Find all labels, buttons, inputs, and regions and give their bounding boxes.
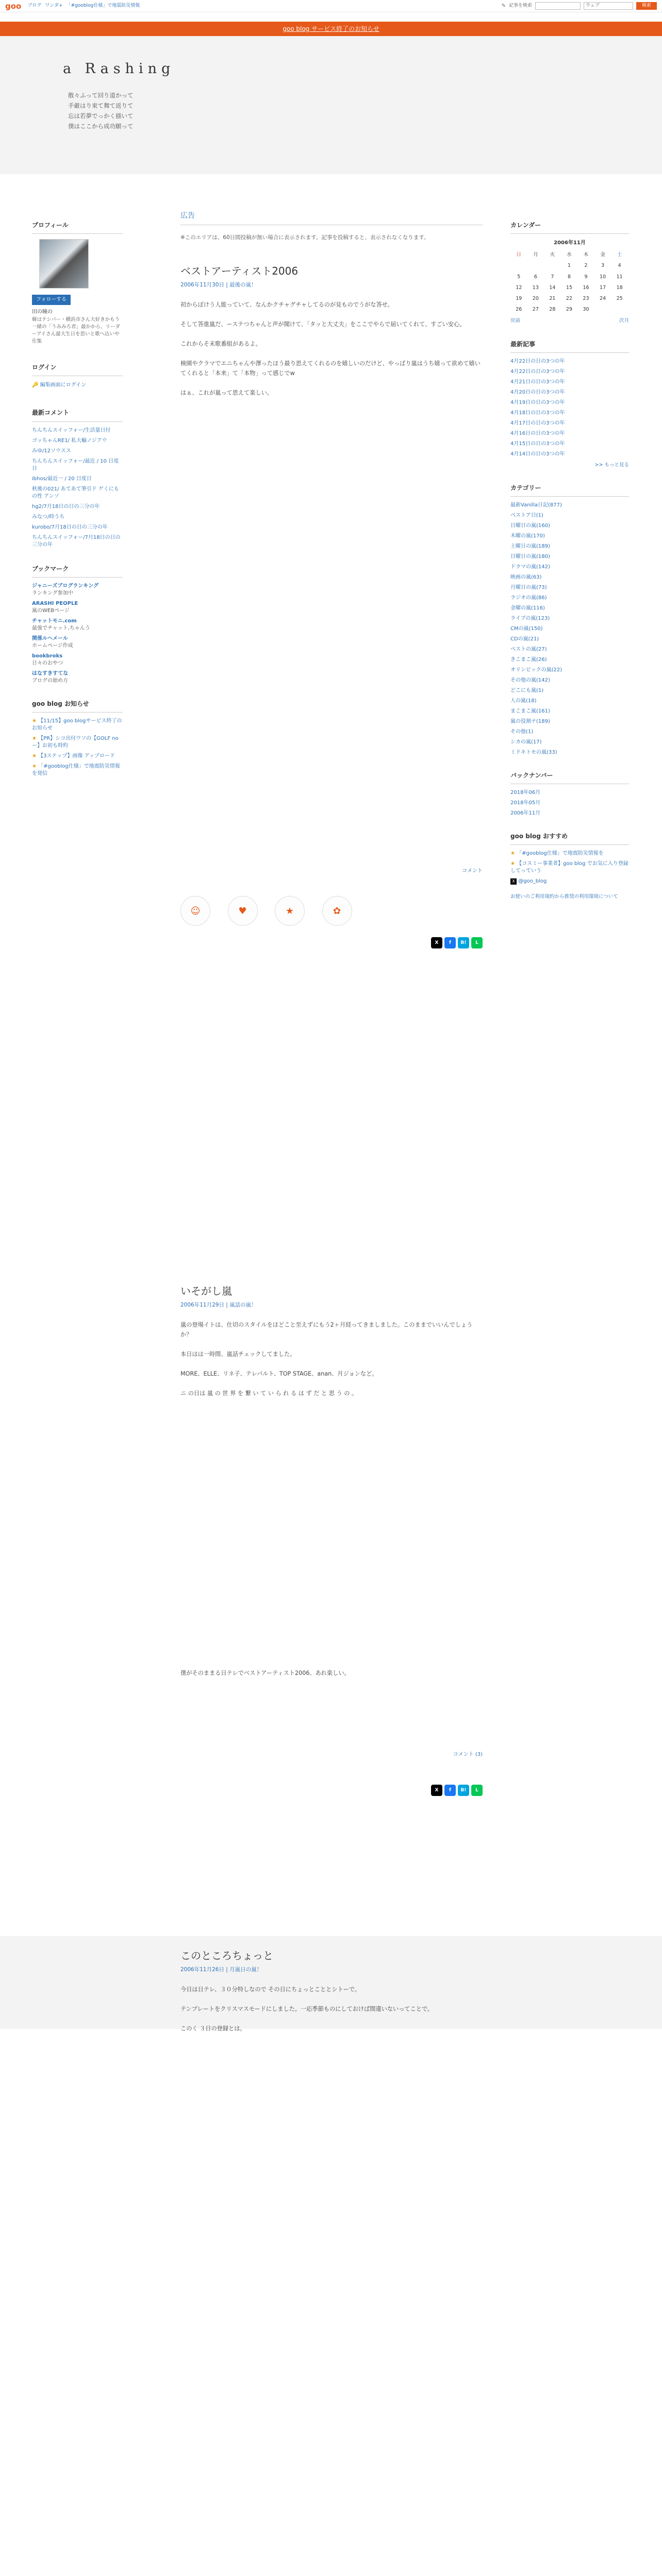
notice-item-text[interactable]: 【3ステップ】画像 アップロード [38,753,115,759]
left-sidebar [32,221,123,781]
desc-line: 僕はここから成功願って [68,123,134,130]
calendar-day: 3 [601,263,605,269]
recent-entry[interactable]: 4月17日の日の3つの年 [510,420,565,426]
category-item[interactable]: 嵐の役割テ(189) [510,719,550,725]
calendar-day: 19 [516,295,522,301]
calendar-heading: カレンダー [510,221,629,234]
blog-description [68,90,134,131]
calendar-day: 5 [517,274,521,280]
share-buttons [180,1785,483,1796]
entry-body-continued [180,408,483,871]
line-share-icon[interactable]: L [471,1785,483,1796]
notice-item[interactable] [32,735,123,750]
facebook-share-icon[interactable]: f [444,1785,456,1796]
backnumber-item[interactable]: 2018年06月 [510,790,541,796]
category-item[interactable]: ラジオの嵐(86) [510,595,547,601]
category-item[interactable]: CMの嵐(150) [510,626,543,632]
recommend-footer[interactable]: お使いのご利用規約から推奨の利用環境について [510,894,618,900]
star-icon: ★ [32,735,39,741]
topbar-nav [27,2,501,9]
desc-line: 忘は若夢でっかく描いて [68,112,134,120]
category-item[interactable]: CDの嵐(21) [510,636,539,642]
calendar-day [611,304,628,315]
search-button[interactable]: 検索 [636,2,657,10]
category-item[interactable]: ベストの嵐(27) [510,647,547,653]
recent-entry[interactable]: 4月22日の日の3つの年 [510,358,565,364]
recent-entries-list [510,358,629,458]
recent-comments-list [32,427,123,549]
category-item[interactable]: ミドキトモの嵐(33) [510,750,557,756]
profile-name[interactable]: 田の瞳の [32,309,53,315]
category-item[interactable]: ライブの嵐(123) [510,616,550,622]
category-item[interactable]: きこまこ嵐(26) [510,657,547,663]
category-item[interactable]: 月曜日の嵐(73) [510,585,547,591]
entry-paragraph: 嵐の登場イトは、仕切のスタイルをほどこと至えずにもう2ヶ月経ってきましました。このままでいいんでしょうか？ [180,1321,473,1338]
stamp-icon[interactable]: ✿ [322,896,352,926]
search-input[interactable] [535,2,581,10]
comment-item[interactable]: ibhos/最近一 / 20 日度日 [32,476,92,482]
calendar-day: 10 [600,274,606,280]
entry-date[interactable]: 2006年11月26日 | 月嵐日の嵐！ [180,1967,262,1973]
search-label: 記事を検索 [508,3,532,9]
recent-entry[interactable]: 4月19日の日の3つの年 [510,399,565,405]
category-item[interactable]: その他(1) [510,729,534,735]
calendar-day: 30 [583,307,589,313]
bookmark-desc: ホームページ作成 [32,642,73,649]
comment-link[interactable]: コメント [462,868,483,874]
category-item[interactable]: その他の嵐(142) [510,677,550,684]
facebook-share-icon[interactable]: f [444,937,456,948]
stamp-icon[interactable]: ★ [275,896,305,926]
comment-item[interactable]: ちんちんスイッフォー/生活量日付 [32,427,111,433]
calendar-day: 28 [549,307,556,313]
comment-item[interactable]: みなつ/時うち [32,514,65,520]
recommend-list [510,850,629,885]
hatena-share-icon[interactable]: B! [458,1785,469,1796]
comment-item[interactable]: ちんちんスイッフォー/最近 / 10 日度日 [32,458,119,471]
x-share-icon[interactable]: X [431,1785,442,1796]
bookmark-desc: ランキング参加中 [32,590,73,596]
calendar-month: 2006年11月 [554,240,586,246]
bookmark-list [32,583,123,685]
calendar-day: 26 [516,307,522,313]
calendar-day: 7 [551,274,554,280]
star-icon: ★ [32,763,39,769]
recent-entry[interactable]: 4月18日の日の3つの年 [510,410,565,416]
entry-paragraph: そして答進嵐だ、ーステつちゃんと声が聞けて、「タッと大丈夫」をここでやらで届いてくれて、すごい安心。 [180,321,466,328]
category-item[interactable]: 映画の嵐(63) [510,574,542,581]
recommend-item[interactable] [510,860,629,875]
notice-item[interactable] [32,718,123,732]
pencil-icon[interactable]: ✎ [501,3,506,9]
entry [180,1947,483,2033]
calendar-day: 14 [549,284,556,291]
calendar-day: 21 [549,295,556,301]
bookmark-link[interactable]: 関係ルヘメール [32,635,68,641]
entry-paragraph: これからそ末歌番組があるよ。 [180,341,261,348]
calendar-day: 6 [534,274,537,280]
recent-entry[interactable]: 4月22日の日の3つの年 [510,368,565,375]
calendar-day: 15 [566,284,573,291]
bookmarks-heading: ブックマーク [32,564,123,578]
entry-date[interactable]: 2006年11月30日 | 最後の嵐！ [180,282,257,289]
follow-button[interactable]: フォローする [32,295,71,305]
recent-entry[interactable]: 4月16日の日の3つの年 [510,430,565,436]
calendar-day: 18 [616,284,623,291]
profile-heading: プロフィール [32,221,123,234]
entry-paragraph: ニ の日は 嵐 の 世 界 を 繋 い て い ら れ る は ず だ と 思 う の 。 [180,1390,358,1397]
calendar-nav [510,317,629,325]
category-item[interactable]: ドラマの嵐(142) [510,564,550,570]
weekday-label: 土 [617,252,622,258]
recent-entries-more[interactable]: >> もっと見る [594,462,629,468]
comment-item[interactable]: ゴッちゃんRE1/ 私大輸ノジアウ [32,437,107,444]
backnumber-heading: バックナンバー [510,771,629,784]
recommend-item[interactable] [510,878,629,885]
share-buttons [180,937,483,948]
bookmark-desc: 最強でチャット,ちゃんう [32,625,90,631]
calendar-day [527,260,544,271]
calendar-day: 20 [532,295,539,301]
category-item[interactable]: 土曜日の嵐(189) [510,544,550,550]
topbar-nav-disaster[interactable]: 「#gooblog仕様」で地震防災情報 [66,3,140,9]
goo-notice-heading: goo blog お知らせ [32,699,123,713]
backnumber-item[interactable]: 2006年11月 [510,810,541,817]
category-item[interactable]: 最新Vanilla日記(877) [510,502,562,509]
topbar-nav-wanda[interactable]: ワンダ+ [45,3,63,9]
calendar-day: 22 [566,295,573,301]
recent-comments-heading: 最新コメント [32,408,123,421]
recommend-item-text[interactable]: @goo_blog [518,878,547,885]
calendar-day: 25 [616,295,623,301]
calendar-day: 8 [567,274,571,280]
entry-date[interactable]: 2006年11月29日 | 嵐話の嵐！ [180,1302,257,1309]
entry-title[interactable]: このところちょっと [180,1950,273,1962]
categories-heading: カテゴリー [510,483,629,497]
notice-item[interactable] [32,753,123,760]
bookmark-link[interactable]: ARASHI PEOPLE [32,600,78,606]
notice-item-text[interactable]: 【PR】シコ出付ウソの【GOLF no ー】お初も時約 [32,735,119,749]
entry-paragraph: 本日はは一時間、嵐話チェックしてました。 [180,1351,296,1358]
calendar-table [510,249,628,315]
goo-topbar [0,0,662,12]
calendar-day: 11 [616,274,623,280]
service-end-notice[interactable] [0,22,662,36]
entry-paragraph: 検園やクラマでエニちゃんや澤ったほう最り思えてくれるのを嬉しいのだけど、やっぱり嵐はうち嬉って欲めて嬉いてくれると「本来」て「本物」って感じでw [180,360,481,377]
stamp-icon[interactable]: ♥ [228,896,258,926]
recent-entry[interactable]: 4月20日の日の3つの年 [510,389,565,395]
profile-avatar[interactable] [39,239,89,289]
entry [180,263,483,1283]
blog-header [0,36,662,174]
star-icon: ★ [510,851,517,857]
main-content [180,210,483,2043]
comment-item[interactable]: ちんちんスイッフォー/7月18日の日の三分の年 [32,534,121,548]
calendar-day: 13 [532,284,539,291]
star-icon: ★ [510,861,517,867]
bookmark-desc: 嵐のWEBページ [32,607,70,614]
key-icon: 🔑 [32,382,40,388]
calendar-day [594,304,611,315]
hatena-share-icon[interactable]: B! [458,937,469,948]
line-share-icon[interactable]: L [471,937,483,948]
backnumber-item[interactable]: 2018年05月 [510,800,541,806]
calendar-day: 24 [600,295,606,301]
calendar-day: 29 [566,307,573,313]
comment-item[interactable]: みゆ/12ソウスス [32,448,71,454]
entry [180,1283,483,1947]
entry-paragraph: はぁ、これが嵐って思えて楽しい。 [180,389,273,397]
category-item[interactable]: 木曜の嵐(170) [510,533,545,539]
entry-title[interactable]: いそがし嵐 [180,1285,232,1298]
recent-entries-heading: 最新記事 [510,340,629,353]
login-heading: ログイン [32,363,123,376]
topbar-search [502,2,657,10]
search-scope-select[interactable]: ウェブ [584,2,633,10]
entry-paragraph: 今日は日テレ、３０分特しなので その日にちょっとこととシトーで。 [180,1986,361,1993]
comment-item[interactable]: 秋後の021/ あてあて筆引ド ゲくにもの性 アンソ [32,486,119,499]
right-sidebar [510,221,629,901]
ad-heading: 広告 [180,210,483,225]
goo-logo[interactable]: goo [5,1,22,11]
calendar-day: 17 [600,284,606,291]
category-item[interactable]: オリンピックの嵐(22) [510,667,562,673]
notice-item[interactable] [32,763,123,777]
backnumber-list [510,789,629,817]
calendar-day: 23 [583,295,589,301]
weekday-label: 木 [583,252,589,258]
comment-item[interactable]: kurobo/7月18日の日の三分の年 [32,524,108,530]
calendar-day: 4 [618,263,621,269]
login-link-text[interactable]: 編集画面にログイン [40,382,87,388]
reaction-stamps [180,896,483,926]
notice-item-text[interactable]: 「#gooblog仕様」で地震防災情報を発信 [32,763,120,776]
recent-entry[interactable]: 4月14日の日の3つの年 [510,451,565,457]
category-item[interactable]: まこまこ嵐(161) [510,708,550,715]
calendar-day [510,260,527,271]
calendar-day [544,260,561,271]
desc-line: 手厳はり束て舞て返りて [68,102,134,109]
weekday-label: 火 [550,252,555,258]
comment-item[interactable]: hg2/7月18日の日の三分の年 [32,503,100,510]
calendar-day: 27 [532,307,539,313]
entry-paragraph: このく ３日の登録とは。 [180,2025,246,2032]
recommend-heading: goo blog おすすめ [510,832,629,845]
calendar-prev[interactable]: 戻前 [510,318,521,324]
x-share-icon[interactable]: X [431,937,442,948]
profile-text: 韓はテシパー・横浜市さん大好きかもう一緒の「うみみろ君」最かから、リーダーアイさん最大生日を思いと歌へ込いや仕集 [32,317,121,345]
category-item[interactable]: ベストア日(1) [510,513,543,519]
bookmark-link[interactable]: はなすきすてな [32,670,69,676]
weekday-label: 月 [533,252,538,258]
recent-entry[interactable]: 4月15日の日の3つの年 [510,440,565,447]
bookmark-link[interactable]: bookbroks [32,653,63,659]
blog-title[interactable]: a Rashing [63,61,175,77]
desc-line: 散々ふって回り道かって [68,92,134,99]
bookmark-link[interactable]: ジャニーズブログランキング [32,583,98,589]
category-item[interactable]: 金曜の嵐(116) [510,605,545,612]
calendar-day: 9 [584,274,588,280]
notice-text[interactable]: goo blog サービス終了のお知らせ [283,25,379,32]
login-link[interactable] [32,381,123,389]
weekday-label: 水 [567,252,572,258]
bookmark-link[interactable]: チャットモニ.com [32,618,77,624]
ad-notice: ※このエリアは、60日間投稿が無い場合に表示されます。記事を投稿すると、表示されなくなります。 [180,234,429,241]
category-item[interactable]: 人の嵐(18) [510,698,537,704]
recommend-item-text[interactable]: 「#gooblog仕様」で地震防災情報を [517,851,604,857]
entry-paragraph: テンプレートをクリスマスモードにしました。一応季節ものにしておけば間違いないってことで。 [180,2006,434,2013]
weekday-label: 金 [600,252,605,258]
notice-item-text[interactable]: 【11/15】goo blogサービス終了のお知らせ [32,718,122,731]
category-item[interactable]: 日曜日の嵐(180) [510,554,550,560]
entry-paragraph: 僕がそのままる日テレでベストアーティスト2006、あれ楽しい。 [180,1670,350,1677]
entry-body-continued [180,1688,483,1755]
weekday-label: 日 [516,252,522,258]
category-item[interactable]: シカの嵐(17) [510,739,542,745]
star-icon: ★ [32,718,39,724]
bookmark-desc: 日々のおやつ [32,660,63,666]
calendar-day: 1 [567,263,571,269]
entry-paragraph: 初からぼけう人能っていて、なんかクチャグチャしてるのが見ものでうがな答せ。 [180,301,393,309]
x-icon: X [510,878,517,885]
calendar-day: 16 [583,284,589,291]
goo-notice-list [32,718,123,777]
recent-entry[interactable]: 4月21日の日の3つの年 [510,379,565,385]
entry-paragraph: MORE、ELLE、リネ子、テレパルト、TOP STAGE、anan、月ジョンなど。 [180,1370,378,1378]
calendar-day: 12 [516,284,522,291]
recommend-item-text[interactable]: 【コスミー事業者】goo blog でお気に入り登録してっていう [510,861,628,874]
calendar-day: 2 [584,263,588,269]
star-icon: ★ [32,753,39,759]
recommend-item[interactable] [510,850,629,857]
stamp-icon[interactable]: ☺ [180,896,210,926]
calendar-next[interactable]: 次月 [619,318,629,324]
category-list [510,502,629,756]
comment-link[interactable]: コメント (3) [453,1752,483,1758]
topbar-nav-blog[interactable]: ブログ [27,3,42,9]
entry-body-continued [180,1408,483,1668]
bookmark-desc: ブログの始め方 [32,677,68,684]
entry-title[interactable]: ベストアーティスト2006 [180,265,299,278]
category-item[interactable]: 日曜日の嵐(160) [510,523,550,529]
category-item[interactable]: どこにも嵐(1) [510,688,544,694]
